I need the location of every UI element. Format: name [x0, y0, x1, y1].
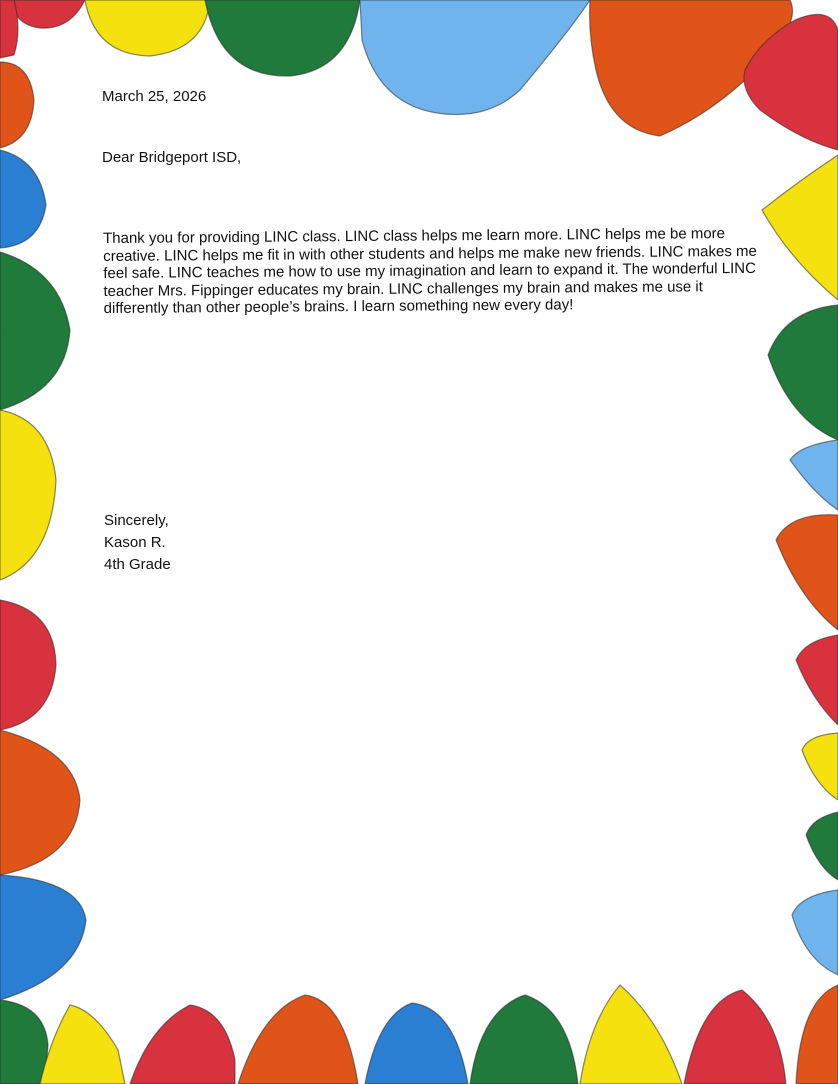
signature-grade: 4th Grade — [104, 556, 171, 573]
letter-salutation: Dear Bridgeport ISD, — [102, 149, 242, 166]
right-lightblue-blob — [790, 440, 838, 510]
right-red-blob — [796, 635, 838, 725]
top-green-blob — [205, 0, 360, 76]
bottom-orange-blob-2 — [796, 985, 838, 1084]
bottom-green-blob — [470, 995, 578, 1084]
right-blue-lower-blob — [792, 890, 838, 975]
bottom-blue-blob — [365, 1003, 468, 1084]
top-lightblue-blob — [360, 0, 590, 115]
letter-closing: Sincerely, — [104, 512, 169, 529]
letter-body-paragraph: Thank you for providing LINC class. LINC class helps me learn more. LINC helps me be more creative. LINC helps me fit in with other students and helps me make new friends. LINC makes me feel safe. LINC teaches me how to use my imagination and learn to expand it. The wonderful LINC teacher Mrs. Fippinger educates my brain. LINC challenges my brain and makes me use it differently than other people’s brains. I learn something new every day! — [103, 225, 757, 317]
letter-closing-block — [104, 510, 171, 576]
right-orange-blob — [776, 515, 838, 630]
left-orange-lower-blob — [0, 730, 80, 875]
top-yellow-blob — [85, 0, 210, 56]
right-green-blob — [768, 305, 838, 440]
bottom-orange-blob-1 — [238, 995, 358, 1084]
bottom-red-blob-2 — [684, 990, 786, 1084]
left-blue-lower-blob — [0, 875, 86, 1000]
right-green-lower-blob — [806, 812, 838, 880]
left-red-top-blob — [0, 0, 18, 58]
left-green-blob — [0, 252, 70, 410]
left-green-bottom-blob — [0, 1000, 48, 1084]
left-orange-blob — [0, 62, 34, 148]
right-yellow-lower-blob — [802, 733, 838, 800]
left-blue-blob — [0, 150, 46, 248]
letter-date: March 25, 2026 — [102, 88, 207, 105]
bottom-yellow-blob-2 — [580, 985, 682, 1084]
top-red-blob — [10, 0, 85, 28]
left-yellow-blob — [0, 410, 56, 580]
left-red-blob — [0, 600, 56, 730]
bottom-yellow-blob-1 — [40, 1005, 125, 1084]
signature-name: Kason R. — [104, 534, 166, 551]
bottom-red-blob-1 — [130, 1005, 235, 1084]
right-yellow-blob — [762, 155, 838, 300]
